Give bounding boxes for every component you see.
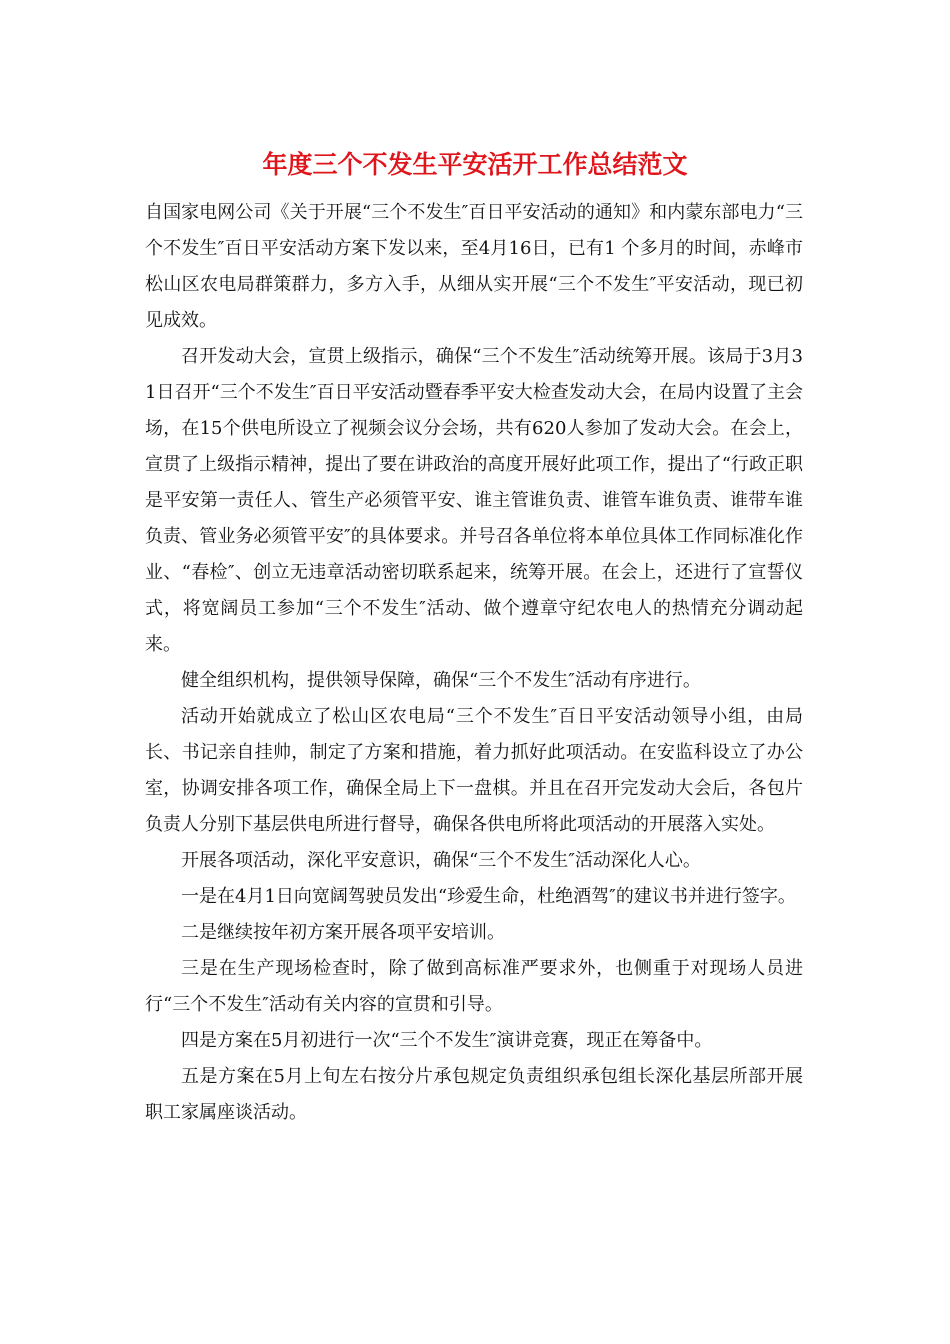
paragraph-activities-heading: 开展各项活动，深化平安意识，确保“三个不发生″活动深化人心。	[181, 850, 701, 871]
paragraph-intro: 自国家电网公司《关于开展“三个不发生″百日平安活动的通知》和内蒙东部电力“三个不发生″百日平安活动方案下发以来，至4月16日，已有1 个多月的时间，赤峰市松山区农电局群策群力，多方入手，从细从实开展“三个不发生″平安活动，现已初见成效。	[145, 202, 803, 331]
paragraph-item-four: 四是方案在5月初进行一次“三个不发生″演讲竞赛，现正在筹备中。	[181, 1030, 713, 1051]
paragraph-leadership-group: 活动开始就成立了松山区农电局“三个不发生″百日平安活动领导小组，由局长、书记亲自挂帅，制定了方案和措施，着力抓好此项活动。在安监科设立了办公室，协调安排各项工作，确保全局上下一盘棋。并且在召开完发动大会后，各包片负责人分别下基层供电所进行督导，确保各供电所将此项活动的开展落入实处。	[145, 706, 803, 835]
paragraph-mobilization-meeting: 召开发动大会，宣贯上级指示，确保“三个不发生″活动统筹开展。该局于3月31日召开“三个不发生″百日平安活动暨春季平安大检查发动大会，在局内设置了主会场，在15个供电所设立了视频会议分会场，共有620人参加了发动大会。在会上，宣贯了上级指示精神，提出了要在讲政治的高度开展好此项工作，提出了“行政正职是平安第一责任人、管生产必须管平安、谁主管谁负责、谁管车谁负责、谁带车谁负责、管业务必须管平安″的具体要求。并号召各单位将本单位具体工作同标准化作业、“春检″、创立无违章活动密切联系起来，统筹开展。在会上，还进行了宣誓仪式，将宽阔员工参加“三个不发生″活动、做个遵章守纪农电人的热情充分调动起来。	[145, 346, 803, 655]
paragraph-item-one: 一是在4月1日向宽阔驾驶员发出“珍爱生命，杜绝酒驾″的建议书并进行签字。	[181, 886, 796, 907]
document-title: 年度三个不发生平安活开工作总结范文	[262, 150, 688, 179]
paragraph-item-three: 三是在生产现场检查时，除了做到高标准严要求外，也侧重于对现场人员进行“三个不发生″活动有关内容的宣贯和引导。	[145, 958, 803, 1015]
document-body	[145, 195, 803, 1131]
paragraph-item-two: 二是继续按年初方案开展各项平安培训。	[181, 922, 505, 943]
paragraph-item-five: 五是方案在5月上旬左右按分片承包规定负责组织承包组长深化基层所部开展职工家属座谈活动。	[145, 1066, 803, 1123]
paragraph-organization-heading: 健全组织机构，提供领导保障，确保“三个不发生″活动有序进行。	[181, 670, 701, 691]
